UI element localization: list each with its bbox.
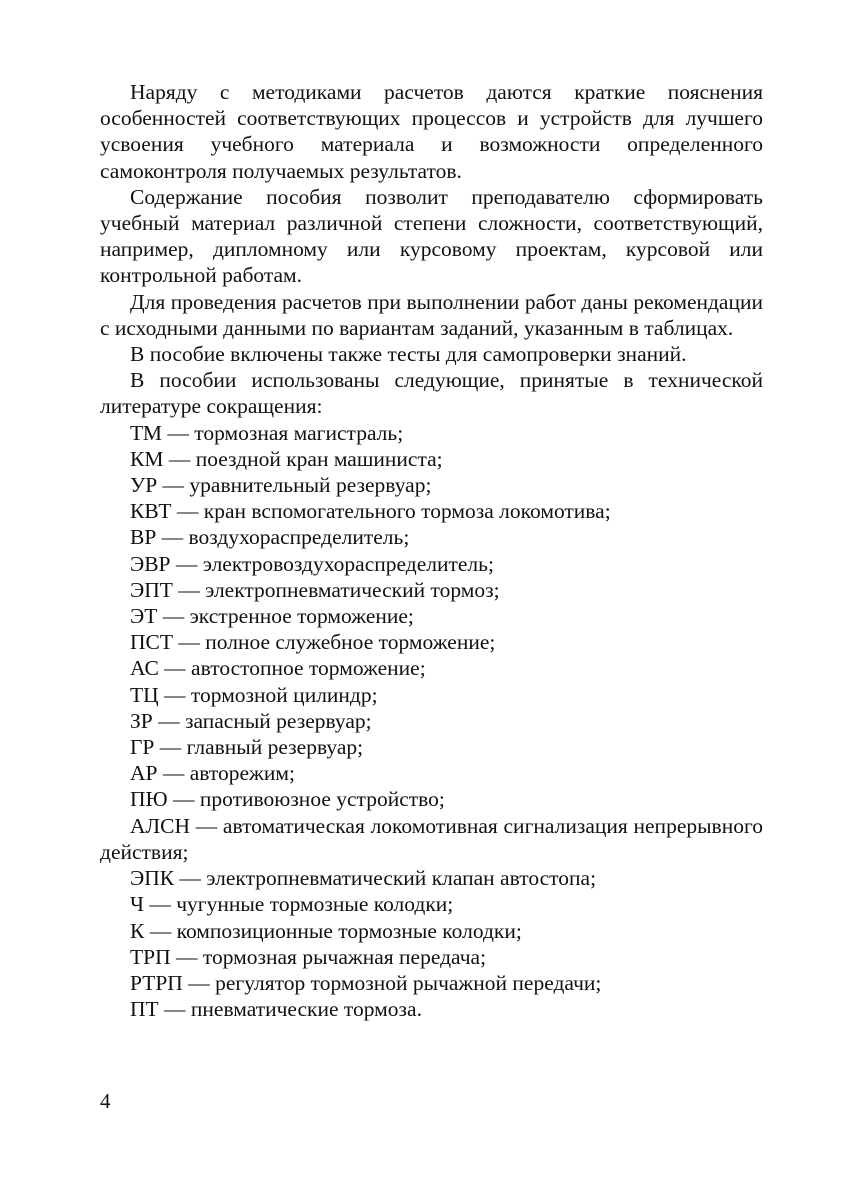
text-block [100, 79, 763, 1022]
abbreviation-item: ТРП — тормозная рычажная передача; [130, 944, 487, 969]
abbreviation-item: К — композиционные тормозные колодки; [130, 918, 522, 943]
page-number: 4 [100, 1089, 111, 1113]
abbreviation-item: КМ — поездной кран машиниста; [130, 446, 443, 471]
paragraph-2: Содержание пособия позволит преподавателю сформировать учебный материал различной степени сложности, соответствующий, например, дипломному или курсовому проектам, курсовой или контрольной работам. [100, 184, 763, 288]
abbreviation-item: ПСТ — полное служебное торможение; [130, 630, 496, 655]
abbreviation-list [100, 420, 763, 1023]
abbreviation-item: УР — уравнительный резервуар; [130, 473, 432, 498]
abbreviation-item: ГР — главный резервуар; [130, 735, 364, 760]
paragraph-3: Для проведения расчетов при выполнении работ даны рекомендации с исходными данными по вариантам заданий, указанным в таблицах. [100, 289, 763, 340]
abbreviation-item: ЗР — запасный резервуар; [130, 708, 372, 733]
abbreviation-item: ЭВР — электровоздухораспределитель; [130, 551, 494, 576]
paragraph-4: В пособие включены также тесты для самопроверки знаний. [130, 342, 687, 367]
abbreviation-item: ЭПТ — электропневматический тормоз; [130, 577, 500, 602]
abbreviation-item: ПТ — пневматические тормоза. [130, 997, 422, 1022]
abbreviation-item: АС — автостопное торможение; [130, 656, 426, 681]
abbreviation-item: ТМ — тормозная магистраль; [130, 420, 404, 445]
abbreviation-item: ПЮ — противоюзное устройство; [130, 787, 445, 812]
abbreviation-item: АР — авторежим; [130, 761, 295, 786]
abbreviation-item: Ч — чугунные тормозные колодки; [130, 892, 454, 917]
abbreviation-item: ЭТ — экстренное торможение; [130, 604, 414, 629]
abbreviation-item: РТРП — регулятор тормозной рычажной передачи; [130, 970, 602, 995]
abbreviation-item: ВР — воздухораспределитель; [130, 525, 410, 550]
abbreviation-item: ЭПК — электропневматический клапан автостопа; [130, 866, 597, 891]
paragraph-1: Наряду с методиками расчетов даются краткие пояснения особенностей соответствующих процессов и устройств для лучшего усвоения учебного материала и возможности определенного самоконтроля получаемых результатов. [100, 80, 763, 183]
abbreviation-item: КВТ — кран вспомогательного тормоза локомотива; [130, 499, 611, 524]
paragraph-5: В пособии использованы следующие, принятые в технической литературе сокращения: [100, 368, 763, 419]
abbreviation-item: АЛСН — автоматическая локомотивная сигнализация непрерывного действия; [100, 813, 763, 864]
abbreviation-item: ТЦ — тормозной цилиндр; [130, 682, 378, 707]
